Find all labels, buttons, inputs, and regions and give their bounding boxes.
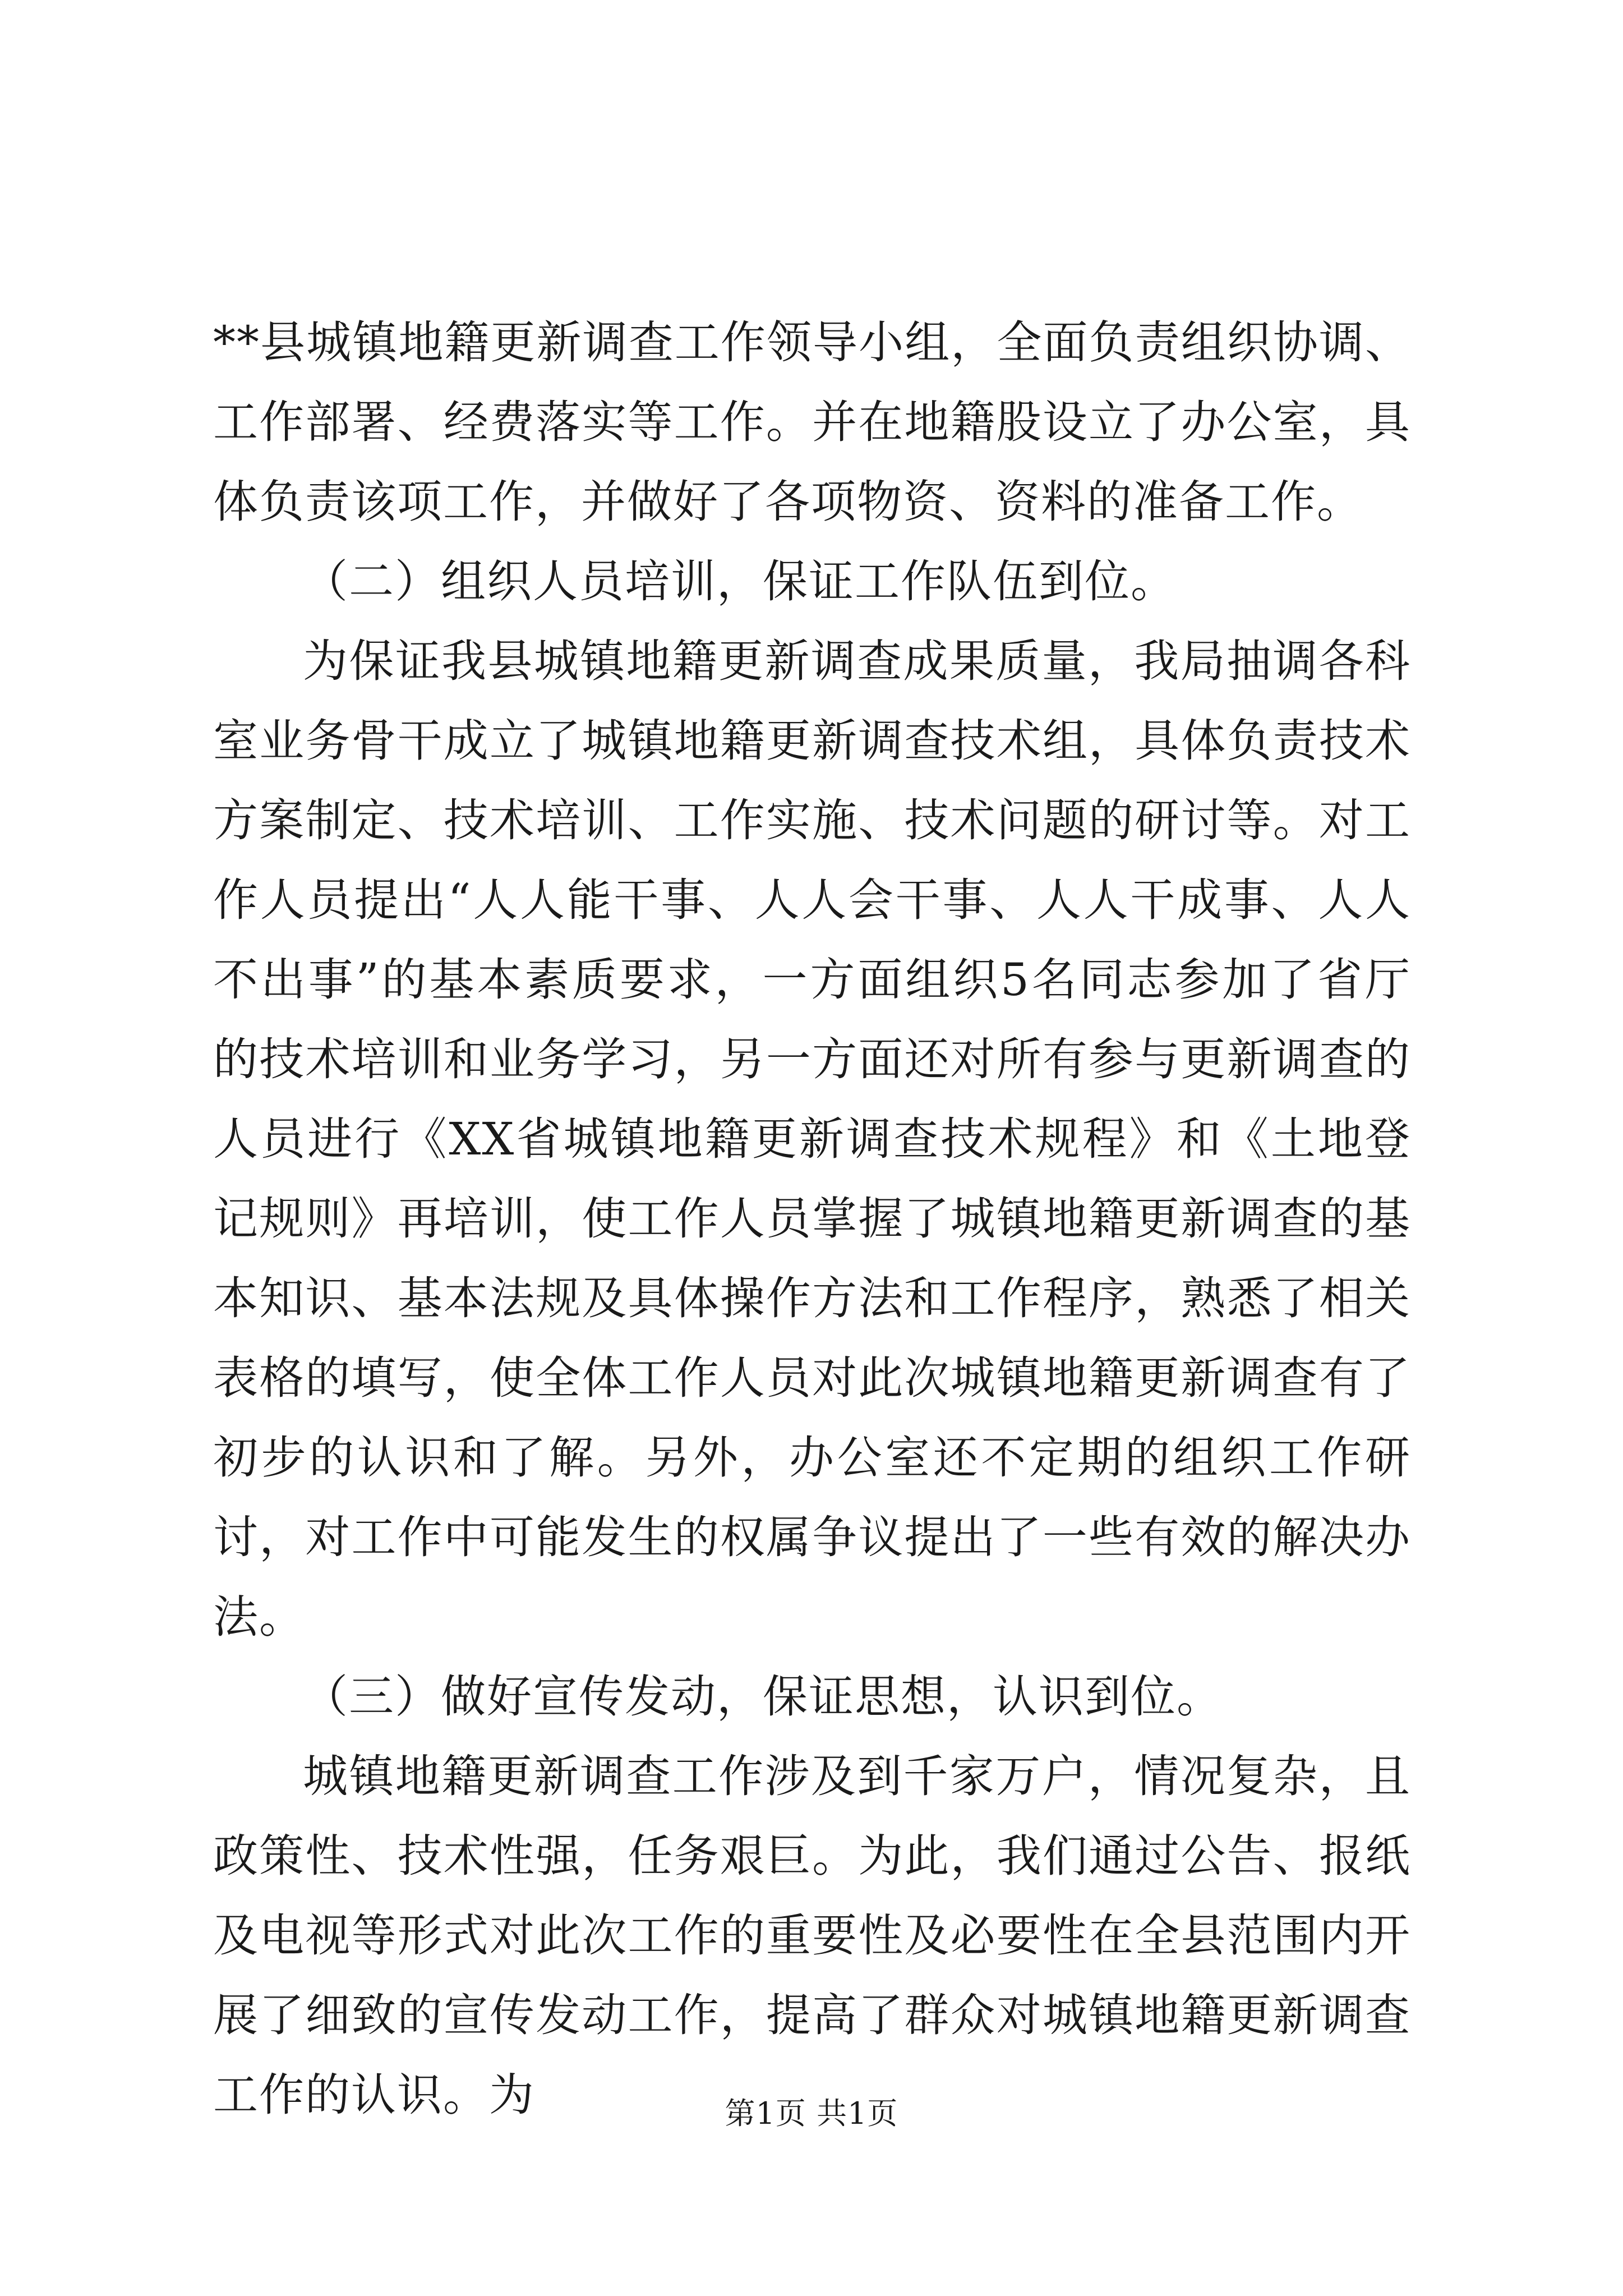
page-number-footer: 第1页 共1页 [725, 2096, 898, 2131]
document-body [213, 303, 1411, 2135]
heading-publicity: （三）做好宣传发动，保证思想，认识到位。 [303, 1671, 1223, 1723]
paragraph-leadership-group: **县城镇地籍更新调查工作领导小组，全面负责组织协调、工作部署、经费落实等工作。并在地籍股设立了办公室，具体负责该项工作，并做好了各项物资、资料的准备工作。 [213, 316, 1411, 528]
paragraph-staff-training: 为保证我县城镇地籍更新调查成果质量，我局抽调各科室业务骨干成立了城镇地籍更新调查技术组，具体负责技术方案制定、技术培训、工作实施、技术问题的研讨等。对工作人员提出“人人能干事、人人会干事、人人干成事、人人不出事”的基本素质要求，一方面组织5名同志参加了省厅的技术培训和业务学习，另一方面还对所有参与更新调查的人员进行《XX省城镇地籍更新调查技术规程》和《土地登记规则》再培训，使工作人员掌握了城镇地籍更新调查的基本知识、基本法规及具体操作方法和工作程序，熟悉了相关表格的填写，使全体工作人员对此次城镇地籍更新调查有了初步的认识和了解。另外，办公室还不定期的组织工作研讨，对工作中可能发生的权属争议提出了一些有效的解决办法。 [213, 635, 1411, 1643]
paragraph-publicity: 城镇地籍更新调查工作涉及到千家万户，情况复杂，且政策性、技术性强，任务艰巨。为此，我们通过公告、报纸及电视等形式对此次工作的重要性及必要性在全县范围内开展了细致的宣传发动工作，提高了群众对城镇地籍更新调查工作的认识。为 [213, 1750, 1411, 2121]
heading-staff-training: （二）组织人员培训，保证工作队伍到位。 [303, 555, 1177, 608]
